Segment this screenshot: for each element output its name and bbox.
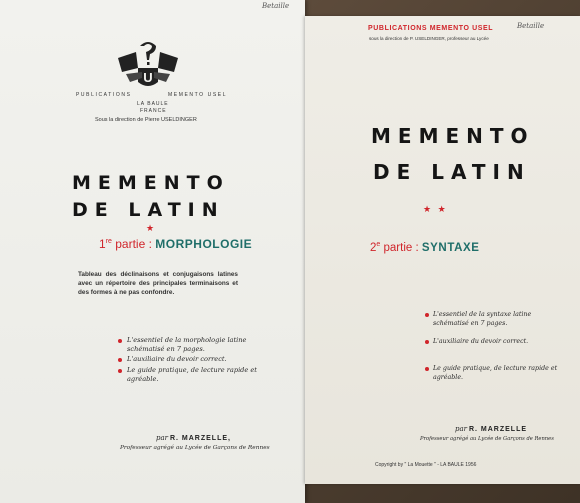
author-prefix: par xyxy=(156,434,169,442)
author-name: R. MARZELLE xyxy=(468,426,528,433)
book-title-line2: DE LATIN xyxy=(72,199,225,221)
bullet-marker-1 xyxy=(118,339,122,343)
part-word: partie : xyxy=(380,241,422,254)
feature-bullet-3: Le guide pratique, de lecture rapide et agréable. xyxy=(433,365,558,381)
copyright-line: Copyright by " La Mouette " - LA BAULE 1956 xyxy=(375,462,477,468)
bullet-marker-3 xyxy=(118,369,122,373)
publisher-city: LA BAULE xyxy=(137,101,169,107)
publisher-label-right: MEMENTO USEL xyxy=(168,92,228,98)
bullet-marker-3 xyxy=(425,367,429,371)
feature-bullet-1: L'essentiel de la morphologie latine schématisé en 7 pages. xyxy=(127,336,247,353)
part-name: MORPHOLOGIE xyxy=(155,237,253,251)
handwritten-note: Betaille xyxy=(517,22,545,30)
feature-bullet-3: Le guide pratique, de lecture rapide et agréable. xyxy=(127,366,257,383)
series-direction: sous la direction de P. USELDINGER, professeur au Lycée xyxy=(369,36,489,41)
part-heading xyxy=(99,237,252,251)
book-title-line1: MEMENTO xyxy=(371,124,535,148)
author-line xyxy=(156,434,231,442)
volume-star: ★ xyxy=(146,223,155,233)
publisher-name: PUBLICATIONS MEMENTO USEL xyxy=(368,25,494,32)
book-title-line1: MEMENTO xyxy=(72,172,230,194)
part-heading xyxy=(370,241,480,254)
part-word: partie : xyxy=(111,237,156,251)
bullet-marker-2 xyxy=(118,358,122,362)
author-title: Professeur agrégé au Lycée de Garçons de Rennes xyxy=(120,445,270,451)
part-number: 2 xyxy=(370,241,377,254)
author-name: R. MARZELLE, xyxy=(169,435,231,442)
part-number-suffix: e xyxy=(376,241,381,248)
author-prefix: par xyxy=(455,425,468,433)
feature-bullet-2: L'auxiliaire du devoir correct. xyxy=(127,355,227,363)
publisher-label-left: PUBLICATIONS xyxy=(76,92,132,98)
part-name: SYNTAXE xyxy=(421,241,480,254)
bullet-marker-1 xyxy=(425,313,429,317)
series-direction: Sous la direction de Pierre USELDINGER xyxy=(95,117,197,123)
part-number-suffix: re xyxy=(105,238,112,245)
handwritten-note: Betaille xyxy=(262,2,290,10)
svg-text:U: U xyxy=(143,70,153,85)
publisher-logo-icon xyxy=(112,38,184,96)
publisher-country: FRANCE xyxy=(140,108,167,114)
feature-bullet-1: L'essentiel de la syntaxe latine schématisé en 7 pages. xyxy=(433,311,532,327)
book-cover-syntaxe xyxy=(305,16,580,484)
book-title-line2: DE LATIN xyxy=(373,160,531,184)
book-description: Tableau des déclinaisons et conjugaisons latines avec un répertoire des principales terminaisons et des formes à ne pas confondre. xyxy=(78,271,238,296)
volume-stars: ★ ★ xyxy=(423,204,448,214)
part-number: 1 xyxy=(99,237,106,251)
author-title: Professeur agrégé au Lycée de Garçons de Rennes xyxy=(420,436,554,442)
author-line xyxy=(455,425,527,433)
bullet-marker-2 xyxy=(425,340,429,344)
feature-bullet-2: L'auxiliaire du devoir correct. xyxy=(433,338,529,345)
